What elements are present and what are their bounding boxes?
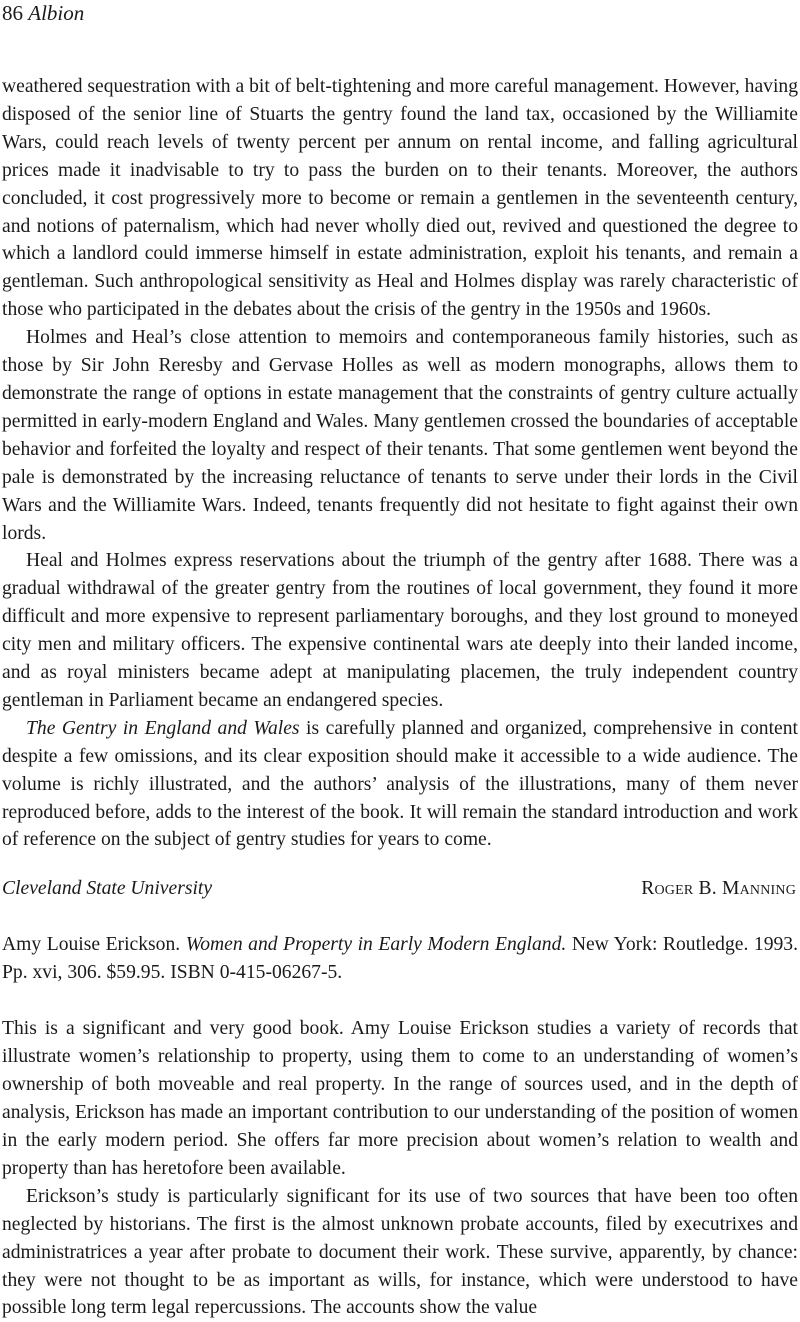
review2-citation [2,931,798,987]
running-head [2,0,84,26]
review1-paragraph-4 [2,715,798,855]
review2-paragraph-2: Erickson’s study is particularly significant for its use of two sources that have been too often neglected by historians. The first is the almost unknown probate accounts, filed by executrixes and administratrices a year after probate to document their work. These survive, apparently, by chance: they were not thought to be as important as wills, for instance, which were understood to have possible long term legal repercussions. The accounts show the value [2,1185,798,1319]
journal-title: Albion [28,1,85,25]
reviewed-book-title: The Gentry in England and Wales [26,717,300,739]
review2-publication-details: New York: Routledge. 1993. Pp. xvi, 306. $59.95. ISBN 0-415-06267-5. [2,934,798,984]
reviewer-signature [2,875,798,903]
review1-paragraph-3: Heal and Holmes express reservations about the triumph of the gentry after 1688. There was a gradual withdrawal of the greater gentry from the routines of local government, they found it more difficult and more expensive to represent parliamentary boroughs, and they lost ground to moneyed city men and military officers. The expensive continental wars ate deeply into their landed income, and as royal ministers became adept at manipulating placemen, the truly independent country gentleman in Parliament became an endangered species. [2,550,798,711]
review2-book-author: Amy Louise Erickson. [2,934,181,956]
reviewer-name: Roger B. Manning [641,878,796,900]
review2-book-title: Women and Property in Early Modern England. [185,934,567,956]
reviewer-affiliation: Cleveland State University [2,878,213,900]
article-body [2,73,798,1322]
review1-paragraph-4-text: is carefully planned and organized, comprehensive in content despite a few omissions, and its clear exposition should make it accessible to a wide audience. The volume is richly illustrated, and the authors’ analysis of the illustrations, many of them never reproduced before, adds to the interest of the book. It will remain the standard introduction and work of reference on the subject of gentry studies for years to come. [2,717,798,851]
page-number: 86 [2,1,23,25]
review2-paragraph-1: This is a significant and very good book. Amy Louise Erickson studies a variety of records that illustrate women’s relationship to property, using them to come to an understanding of women’s ownership of both moveable and real property. In the range of sources used, and in the depth of analysis, Erickson has made an important contribution to our understanding of the position of women in the early modern period. She offers far more precision about women’s relation to wealth and property than has heretofore been available. [2,1018,798,1179]
review1-paragraph-1: weathered sequestration with a bit of belt-tightening and more careful management. However, having disposed of the senior line of Stuarts the gentry found the land tax, occasioned by the Williamite Wars, could reach levels of twenty percent per annum on rental income, and falling agricultural prices made it inadvisable to try to pass the burden on to their tenants. Moreover, the authors concluded, it cost progressively more to become or remain a gentlemen in the seventeenth century, and notions of paternalism, which had never wholly died out, revived and questioned the degree to which a landlord could immerse himself in estate administration, exploit his tenants, and remain a gentleman. Such anthropological sensitivity as Heal and Holmes display was rarely characteristic of those who participated in the debates about the crisis of the gentry in the 1950s and 1960s. [2,76,798,321]
review1-paragraph-2: Holmes and Heal’s close attention to memoirs and contemporaneous family histories, such as those by Sir John Reresby and Gervase Holles as well as modern monographs, allows them to demonstrate the range of options in estate management that the constraints of gentry culture actually permitted in early-modern England and Wales. Many gentlemen crossed the boundaries of acceptable behavior and forfeited the loyalty and respect of their tenants. That some gentlemen went beyond the pale is demonstrated by the increasing reluctance of tenants to serve under their lords in the Civil Wars and the Williamite Wars. Indeed, tenants frequently did not hesitate to fight against their own lords. [2,327,798,544]
